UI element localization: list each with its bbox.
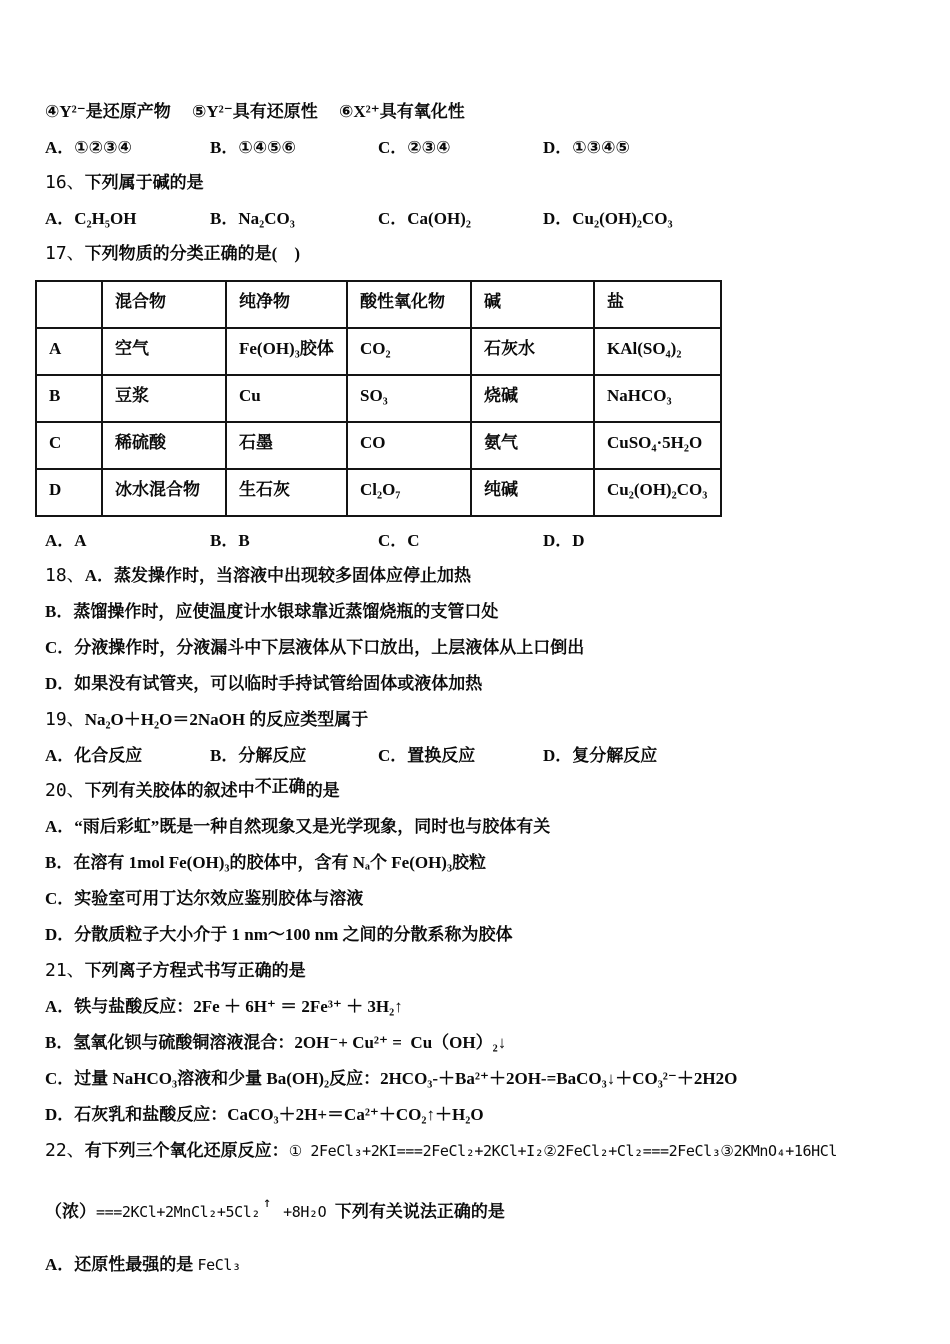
q20-option-c <box>45 881 912 917</box>
text-segment: D．D <box>543 531 585 550</box>
table-cell: 烧碱 <box>471 375 594 422</box>
text-segment: C．过量 NaHCO₃溶液和少量 Ba(OH)₂反应：2HCO₃-＋Ba²⁺＋2OH-=BaCO₃↓＋CO₃²⁻＋2H2O <box>45 1069 738 1088</box>
table-header-cell: 酸性氧化物 <box>347 281 471 328</box>
text-segment: 20、 <box>45 780 85 801</box>
q21-option-b <box>45 1025 912 1061</box>
content-bottom <box>45 523 912 1283</box>
text-segment: A．A <box>45 531 87 550</box>
table-cell: NaHCO₃ <box>594 375 721 422</box>
text-segment: B．分解反应 <box>210 746 307 765</box>
text-segment: A．铁与盐酸反应：2Fe ＋ 6H⁺ ＝ 2Fe³⁺ ＋ 3H₂↑ <box>45 997 403 1016</box>
table-row <box>36 469 721 516</box>
table-cell: CO <box>347 422 471 469</box>
text-segment: 不正确 <box>254 777 306 796</box>
q19-title <box>45 702 912 738</box>
text-segment: C．C <box>378 531 420 550</box>
q16-options <box>45 201 912 236</box>
table-cell: Cu <box>226 375 347 422</box>
table-row <box>36 375 721 422</box>
text-segment: 下列属于碱的是 <box>84 173 204 192</box>
table-header-cell: 混合物 <box>102 281 226 328</box>
table-cell: D <box>36 469 102 516</box>
text-segment: 18、 <box>45 565 85 586</box>
table-header-cell: 碱 <box>471 281 594 328</box>
text-segment: B．蒸馏操作时，应使温度计水银球靠近蒸馏烧瓶的支管口处 <box>45 602 499 621</box>
text-segment: 21、 <box>45 960 85 981</box>
text-segment: D．①③④⑤ <box>543 138 630 157</box>
table-cell: 生石灰 <box>226 469 347 516</box>
table-cell: CO₂ <box>347 328 471 375</box>
table-cell: C <box>36 422 102 469</box>
q21-option-c <box>45 1061 912 1097</box>
text-segment: FeCl₃ <box>197 1256 241 1274</box>
table-row <box>36 328 721 375</box>
table-cell: 稀硫酸 <box>102 422 226 469</box>
q20-option-d <box>45 917 912 953</box>
q20-title <box>45 773 912 809</box>
table-cell: 纯碱 <box>471 469 594 516</box>
q18-option-b <box>45 594 912 630</box>
text-segment: 下列有关胶体的叙述中 <box>84 781 255 800</box>
text-segment: A．①②③④ <box>45 138 132 157</box>
text-segment: D．复分解反应 <box>543 746 658 765</box>
table-cell: 氨气 <box>471 422 594 469</box>
text-segment: B．Na₂CO₃ <box>210 209 295 228</box>
table-cell: Cl₂O₇ <box>347 469 471 516</box>
text-segment: D．石灰乳和盐酸反应：CaCO₃＋2H+＝Ca²⁺＋CO₂↑＋H₂O <box>45 1105 484 1124</box>
text-segment: （浓） <box>45 1202 96 1221</box>
q22-option-a <box>45 1247 912 1283</box>
text-segment: 的是 <box>305 781 340 800</box>
q18-option-c <box>45 630 912 666</box>
table-cell: CuSO₄·5H₂O <box>594 422 721 469</box>
table-cell: Cu₂(OH)₂CO₃ <box>594 469 721 516</box>
table-cell: 石灰水 <box>471 328 594 375</box>
q15-options <box>45 130 912 165</box>
q18-title-option-a <box>45 558 912 594</box>
text-segment: B．B <box>210 531 250 550</box>
text-segment: A．“雨后彩虹”既是一种自然现象又是光学现象，同时也与胶体有关 <box>45 817 551 836</box>
text-segment: 22、 <box>45 1140 85 1161</box>
table-cell: KAl(SO₄)₂ <box>594 328 721 375</box>
table-header-cell: 盐 <box>594 281 721 328</box>
q15-statement-items <box>45 94 912 130</box>
text-segment: C．置换反应 <box>378 746 476 765</box>
text-segment: ↑ <box>263 1195 272 1211</box>
classification-table <box>35 280 722 517</box>
text-segment: D．分散质粒子大小介于 1 nm～100 nm 之间的分散系称为胶体 <box>45 925 513 944</box>
table-header-cell <box>36 281 102 328</box>
text-segment: A．C₂H₅OH <box>45 209 137 228</box>
text-segment: 下列有关说法正确的是 <box>334 1202 505 1221</box>
q16-title <box>45 165 912 201</box>
text-segment: D．如果没有试管夹，可以临时手持试管给固体或液体加热 <box>45 674 483 693</box>
text-segment: 有下列三个氧化还原反应： <box>84 1141 289 1160</box>
text-segment: D．Cu₂(OH)₂CO₃ <box>543 209 673 228</box>
text-segment: C．Ca(OH)₂ <box>378 209 471 228</box>
text-segment: C．分液操作时，分液漏斗中下层液体从下口放出，上层液体从上口倒出 <box>45 638 585 657</box>
table-header-row <box>36 281 721 328</box>
table-cell: B <box>36 375 102 422</box>
text-segment: A．蒸发操作时，当溶液中出现较多固体应停止加热 <box>84 566 471 585</box>
text-segment: ④Y²⁻是还原产物 ⑤Y²⁻具有还原性 ⑥X²⁺具有氧化性 <box>45 102 465 121</box>
table-cell: 石墨 <box>226 422 347 469</box>
q17-options <box>45 523 912 558</box>
text-segment: B．氢氧化钡与硫酸铜溶液混合：2OH⁻+ Cu²⁺ = Cu（OH）₂↓ <box>45 1033 507 1052</box>
table-cell: 空气 <box>102 328 226 375</box>
q20-option-a <box>45 809 912 845</box>
text-segment: 19、 <box>45 709 85 730</box>
text-segment: C．实验室可用丁达尔效应鉴别胶体与溶液 <box>45 889 364 908</box>
table-header-cell: 纯净物 <box>226 281 347 328</box>
table-row <box>36 422 721 469</box>
text-segment: A．还原性最强的是 <box>45 1255 198 1274</box>
table-cell: SO₃ <box>347 375 471 422</box>
text-segment: B．①④⑤⑥ <box>210 138 296 157</box>
content-top <box>45 94 912 272</box>
q17-title <box>45 236 912 272</box>
q21-option-a <box>45 989 912 1025</box>
table-cell: Fe(OH)₃胶体 <box>226 328 347 375</box>
q22-equation-continued <box>45 1186 912 1230</box>
table-cell: 豆浆 <box>102 375 226 422</box>
table-cell: A <box>36 328 102 375</box>
text-segment: 17、 <box>45 243 85 264</box>
text-segment: ===2KCl+2MnCl₂+5Cl₂ <box>96 1203 260 1221</box>
text-segment: 16、 <box>45 172 85 193</box>
q20-option-b <box>45 845 912 881</box>
q21-option-d <box>45 1097 912 1133</box>
text-segment: Na₂O＋H₂O＝2NaOH 的反应类型属于 <box>84 710 369 729</box>
table-cell: 冰水混合物 <box>102 469 226 516</box>
q21-title <box>45 953 912 989</box>
text-segment: +8H₂O <box>274 1203 335 1221</box>
text-segment: 下列物质的分类正确的是( ) <box>84 244 301 263</box>
text-segment: 下列离子方程式书写正确的是 <box>84 961 306 980</box>
q19-options <box>45 738 912 773</box>
q22-title <box>45 1133 912 1169</box>
q18-option-d <box>45 666 912 702</box>
text-segment: ① 2FeCl₃+2KI===2FeCl₂+2KCl+I₂②2FeCl₂+Cl₂===2FeCl₃③2KMnO₄+16HCl <box>288 1142 838 1160</box>
text-segment: A．化合反应 <box>45 746 143 765</box>
text-segment: B．在溶有 1mol Fe(OH)₃的胶体中，含有 Nₐ个 Fe(OH)₃胶粒 <box>45 853 487 872</box>
text-segment: C．②③④ <box>378 138 451 157</box>
